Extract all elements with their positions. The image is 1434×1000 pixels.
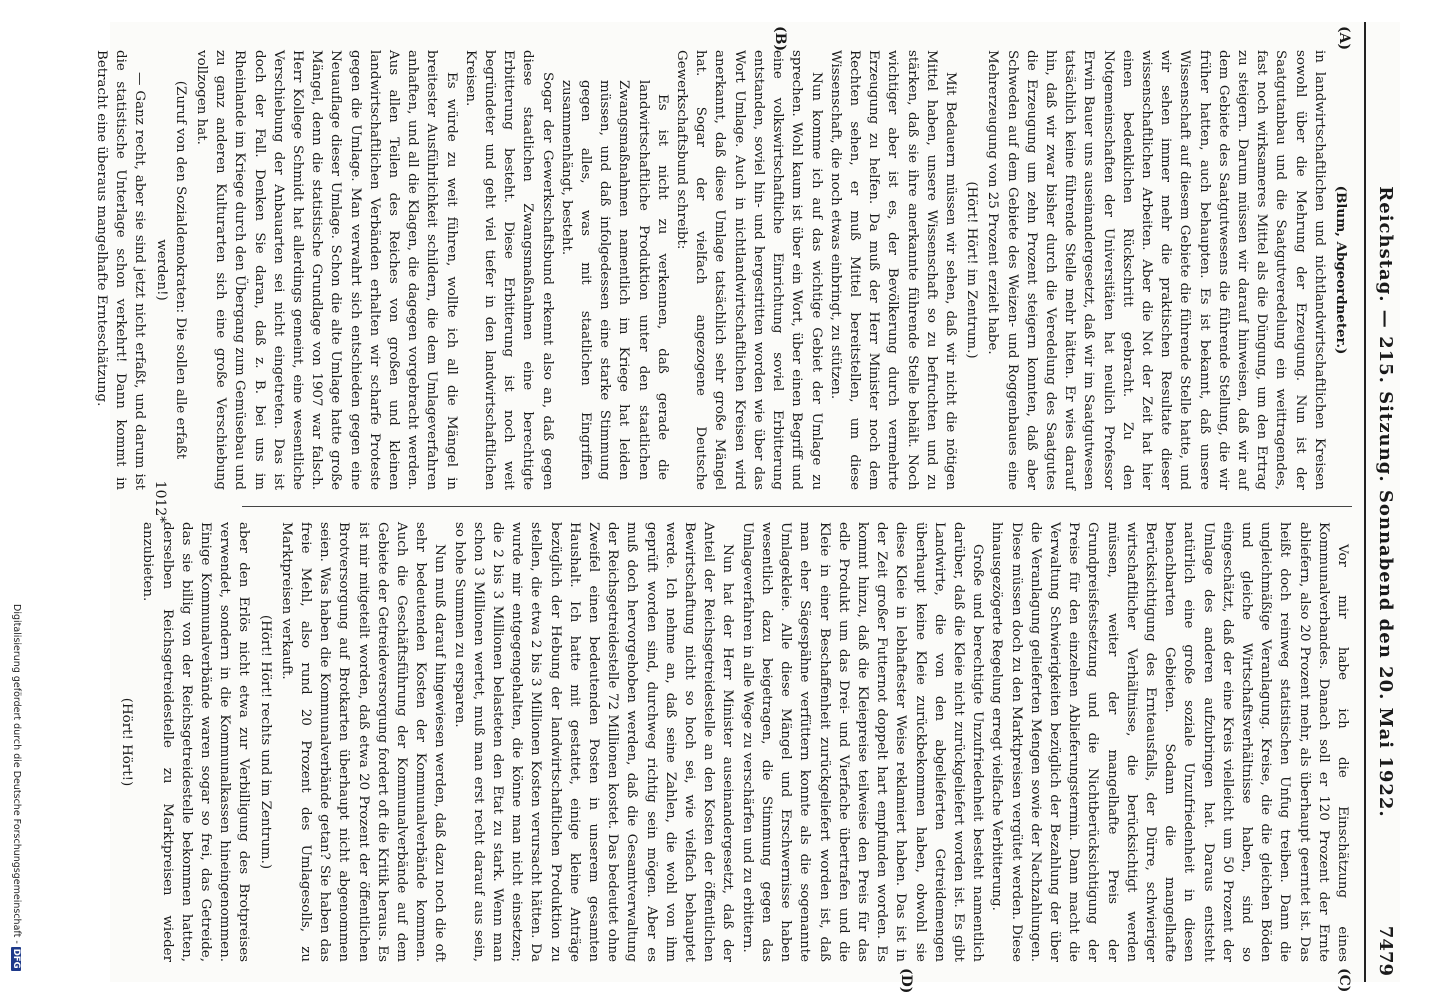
left-column [92,50,1352,490]
left-paragraph-4: Sogar der Gewerkschaftsbund erkennt also an, daß gegen diese staatlichen Zwangsmaßnahmen eine berechtigte Erbitterung besteht. Diese Erbitterung ist noch weit begründeter und geht viel tiefer in den landwirtschaftlichen Kreisen. [462,50,555,490]
document-page [94,22,1400,994]
dfg-logo-icon: DFG [11,948,21,969]
margin-marker-b: (B) [772,26,788,52]
column-divider [242,506,1352,507]
right-paragraph-5: aber den Erlös nicht etwa zur Verbilligung des Brotpreises verwendet, sondern in die Kommunalkassen hineingenommen. Einige Kommunalverbände waren sogar so frei, das Getreide, das sie billig von der Reichsgetreidestelle bekommen hatten, derselben Reichsgetreidestelle zu Marktpreisen wieder anzubieten. [140,522,252,962]
page-header [1368,22,1400,982]
right-paragraph-4: Nun muß darauf hingewiesen werden, daß dazu noch die oft sehr bedeutenden Kosten der Kommunalverbände kommen. Auch die Geschäftsführung der Kommunalverbände auf dem Gebiete der Getreideversorgung fordert oft die Kritik heraus. Es ist mir mitgeteilt worden, daß etwa 20 Prozent der öffentlichen Brotversorgung auf Brotkarten überhaupt nicht abgenommen seien. Was haben die Kommunalverbände getan? Sie haben das freie Mehl, also rund 20 Prozent des Umlagesolls, zu Marktpreisen verkauft. [278,522,448,962]
left-paragraph-2: Mit Bedauern müssen wir sehen, daß wir nicht die nötigen Mittel haben, unsere Wissenschaft so zu befruchten und zu stärken, daß sie ihre anerkannte führende Stelle behält. Noch wichtiger aber ist es, der Bevölkerung durch vermehrte Erzeugung zu helfen. Da muß der Herr Minister noch dem Rechten sehen, er muß Mittel bereitstellen, um diese Wissenschaft, die noch etwas einbringt, zu stützen. [827,50,958,490]
left-paragraph-3: Nun komme ich auf das wichtige Gebiet der Umlage zu sprechen. Wohl kaum ist über ein Wort, über einen Begriff und eine volkswirtschaftliche Einrichtung soviel Erbitterung entstanden, soviel hin- und hergestritten worden wie über das Wort Umlage. Auch in nichtlandwirtschaftlichen Kreisen wird anerkannt, daß diese Umlage tatsächlich sehr große Mängel hat. Sogar der vielfach angezogene Deutsche Gewerkschaftsbund schreibt: [674,50,824,490]
right-paragraph-3: Nun hat der Herr Minister auseinandergesetzt, daß der Anteil der Reichsgetreidestelle an den Kosten der öffentlichen Bewirtschaftung nicht so hoch sei, wie vielfach behauptet werde. Ich nehme an, daß seine Zahlen, die wohl von ihm geprüft worden sind, durchweg richtig sein mögen. Aber es muß doch hervorgehoben werden, daß die Gesamtverwaltung der Reichsgetreidestelle 72 Millionen kostet. Das bedeutet ohne Zweifel einen bedeutenden Posten in unserem gesamten Haushalt. Ich hatte mit gestattet, einige kleine Anträge bezüglich der Hebung der landwirtschaftlichen Produktion zu stellen, die etwa 2 bis 3 Millionen Kosten verursacht hätten. Da wurde mir entgegengehalten, die könne man nicht einsetzen; die 2 bis 3 Millionen belasteten den Etat zu stark. Wenn man schon 3 Millionen wertet, muß man erst recht darauf aus sein, so hohe Summen zu ersparen. [451,522,736,962]
right-paragraph-1: Vor mir habe ich die Einschätzung eines Kommunalverbandes. Danach soll er 120 Prozent der Ernte abliefern, also 20 Prozent mehr, als überhaupt geerntet ist. Das heißt doch reinweg statistischen Unfug treiben. Dann die ungleichmäßige Veranlagung. Kreise, die die gleichen Böden und gleiche Wirtschaftsverhältnisse haben, sind so eingeschätzt, daß der eine Kreis vielleicht um 50 Prozent der Umlage des anderen aufzubringen hat. Daraus entsteht natürlich eine große soziale Unzufriedenheit in diesen benachbarten Gebieten. Sodann die mangelhafte Berücksichtigung des Ernteausfalls, der Dürre, schwieriger wirtschaftlicher Verhältnisse, die berücksichtigt werden müssen, weiter der mangelhafte Preis der Grundpreisfestsetzung und die Nichtberücksichtigung der Preise für den einzelnen Ablieferungstermin. Dann macht die Verwaltung Schwierigkeiten bezüglich der Bezahlung der über die Veranlagung gelieferten Mengen sowie der Nachzahlungen. Diese müssen doch zu den Marktpreisen vergütet werden. Diese hinausgezögerte Regelung erregt vielfache Verbitterung. [989,522,1350,962]
speaker-line: (Blum, Abgeordneter.) [1333,185,1349,355]
left-paragraph-1: in landwirtschaftlichen und nichtlandwirtschaftlichen Kreisen sowohl über die Mehrung der Erzeugung. Nun ist der Saatgutanbau und die Saatgutveredelung ein weittragendes, fast noch wirksameres Mittel als die Düngung, um den Ertrag zu steigern. Darum müssen wir darauf hinweisen, daß wir auf dem Gebiete des Saatgutwesens die führende Stellung, die wir früher hatten, auch behaupten. Es ist bekannt, daß unsere Wissenschaft auf diesem Gebiete die führende Stelle hatte, und wir sehen immer mehr die praktischen Resultate dieser wissenschaftlichen Arbeiten. Aber die Not der Zeit hat hier einen bedenklichen Rückschritt gebracht. Zu den Notgemeinschaften der Universitäten hat neulich Professor Erwin Bauer uns auseinandergesetzt, daß wir im Saatgutwesen tatsächlich keine führende Stelle mehr hätten. Er wies darauf hin, daß wir zwar bisher durch die Veredelung des Saatgutes die Erzeugung um zehn Prozent steigern konnten, daß aber Schweden auf dem Gebiete des Weizen- und Roggenbaues eine Mehrerzeugung von 25 Prozent erzielt habe. [985,50,1327,490]
right-aside-2: (Hört! Hört!) [119,697,135,787]
header-page-number: 7479 [1375,925,1396,976]
left-paragraph-5: Es würde zu weit führen, wollte ich all die Mängel in breitester Ausführlichkeit schildern, die dem Umlageverfahren anhaften, und all die Klagen, die dagegen vorgebracht werden. Aus allen Teilen des Reiches von großen und kleinen landwirtschaftlichen Verbänden erhalten wir scharfe Proteste gegen die Umlage. Man verwahrt sich entschieden gegen eine Neuauflage dieser Umlage. Schon die alte Umlage hatte große Mängel, denn die statistische Grundlage von 1907 war falsch. Herr Kollege Schmidt hat allerdings gemeint, eine wesentliche Verschiebung der Anbauarten sei nicht eingetreten. Das ist doch der Fall. Denken Sie daran, daß z. B. bei uns im Rheinlande im Kriege durch den Übergang zum Gemüsebau und zu ganz anderen Kulturarten sich eine große Verschiebung vollzogen hat. [194,50,459,490]
right-column [115,522,1352,962]
right-paragraph-2: Große und berechtigte Unzufriedenheit besteht namentlich darüber, daß die Kleie nicht zurückgeliefert worden ist. Es gibt Landwirte, die von den abgelieferten Getreidemengen überhaupt keine Kleie zurückbekommen haben, obwohl sie diese Kleie in lebhaftester Weise reklamiert haben. Das ist in der Zeit großer Futternot doppelt hart empfunden worden. Es kommt hinzu, daß die Kleiepreise teilweise den Preis für das edle Produkt um das Drei- und Vierfache übertrafen und die Kleie in einer Beschaffenheit zurückgeliefert worden ist, daß man eher Sägespähne verfüttern konnte als die sogenannte Umlagekleie. Alle diese Mängel und Erschwernisse haben wesentlich dazu beigetragen, die Stimmung gegen das Umlageverfahren in alle Wege zu verschärfen und zu erbittern. [739,522,986,962]
right-aside-1: (Hört! Hört! rechts und im Zentrum.) [257,614,273,870]
credit-text: Digitalisierung gefördert durch die Deutsche Forschungsgemeinschaft - [11,604,22,944]
digitization-credit [8,604,22,994]
left-paragraph-6: — Ganz recht, aber sie sind jetzt nicht erfaßt, und darum ist die statistische Unterlage schon verkehrt! Dann kommt in Betracht eine überaus mangelhafte Ernteschätzung. [94,50,148,490]
header-title: Reichstag. — 215. Sitzung. Sonnabend den 20. Mai 1922. [1375,186,1396,818]
header-rule [1364,22,1366,982]
credit-text-line [11,604,22,994]
left-quote: Es ist nicht zu verkennen, daß gerade die landwirtschaftliche Produktion unter den staatlichen Zwangsmaßnahmen namentlich im Kriege hat leiden müssen, und daß infolgedessen eine starke Stimmung gegen alles, was mit staatlichen Eingriffen zusammenhängt, besteht. [558,80,670,480]
margin-marker-c: (C) [1336,968,1352,993]
margin-marker-a: (A) [1336,26,1352,51]
left-aside-2: (Zuruf von den Sozialdemokraten: Die sollen alle erfaßt werden!) [153,80,188,460]
left-aside-1: (Hört! Hört! im Zentrum.) [964,181,980,359]
margin-marker-d: (D) [898,968,914,994]
sheet-number: 1012* [152,480,168,524]
